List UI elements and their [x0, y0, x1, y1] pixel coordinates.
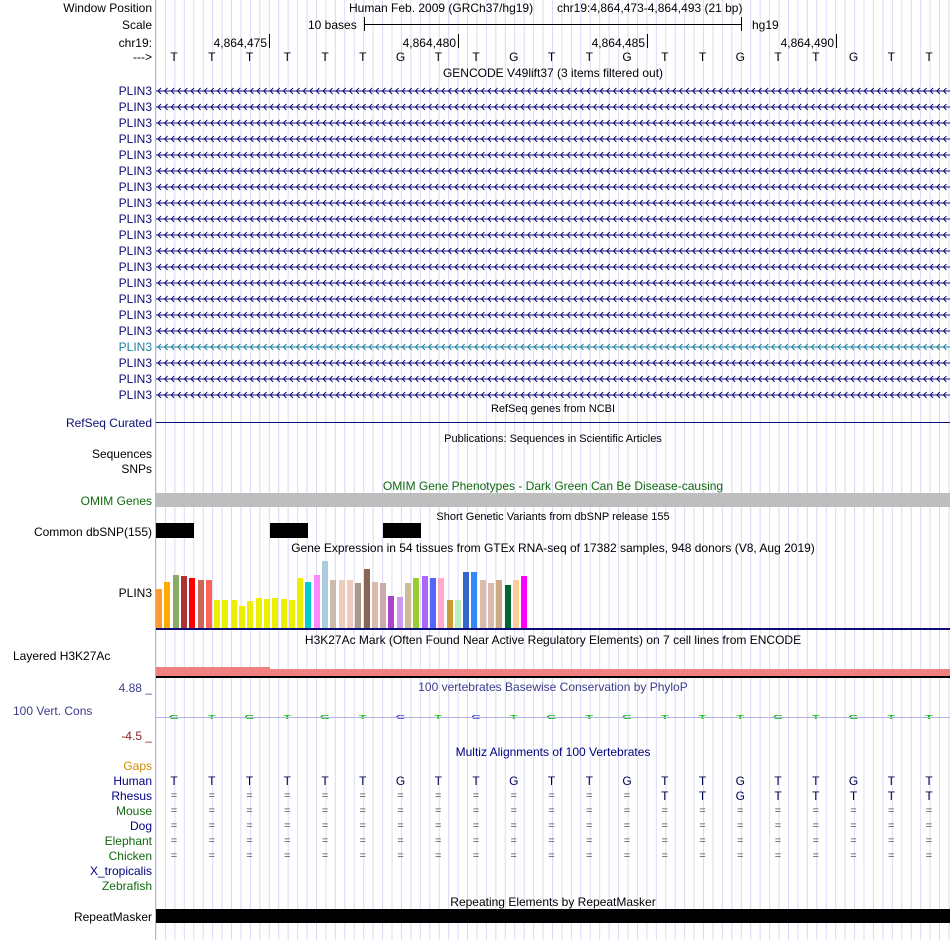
alignment-base-rhesus: =: [586, 790, 593, 802]
gtex-tissue-bar[interactable]: [156, 589, 162, 628]
omim-label[interactable]: OMIM Genes: [80, 494, 152, 508]
h3k27ac-signal[interactable]: [156, 669, 950, 676]
alignment-base-rhesus: =: [321, 790, 329, 802]
alignment-base-mouse: =: [623, 805, 631, 817]
gtex-tissue-bar[interactable]: [388, 596, 394, 628]
alignment-base-chicken: =: [284, 850, 291, 862]
gtex-tissue-bar[interactable]: [297, 578, 303, 628]
gtex-tissue-bar[interactable]: [347, 580, 353, 628]
gtex-tissue-bar[interactable]: [413, 578, 419, 628]
gtex-baseline: [156, 628, 950, 630]
alignment-base-elephant: =: [623, 835, 631, 847]
gtex-tissue-bar[interactable]: [488, 583, 494, 628]
gtex-tissue-bar[interactable]: [256, 598, 262, 628]
gencode-transcript: [156, 328, 950, 334]
gencode-transcript: [156, 296, 950, 302]
strand-label: --->: [133, 50, 152, 64]
alignment-base-dog: =: [246, 820, 253, 832]
alignment-base-dog: =: [737, 820, 744, 832]
gtex-bar-chart[interactable]: [156, 556, 950, 628]
dbsnp-title: Short Genetic Variants from dbSNP release 155: [436, 511, 670, 523]
gtex-tissue-bar[interactable]: [505, 585, 511, 628]
conservation-ymax: 4.88 _: [118, 681, 152, 695]
alignment-base-chicken: =: [925, 850, 933, 862]
reference-base: T: [547, 50, 556, 64]
gencode-transcript: [156, 248, 950, 254]
alignment-base-chicken: =: [812, 850, 819, 862]
reference-base: T: [661, 50, 669, 64]
alignment-base-chicken: =: [435, 850, 442, 862]
position-text: chr19:4,864,473-4,864,493 (21 bp): [557, 1, 743, 15]
reference-base: T: [283, 50, 291, 64]
gtex-tissue-bar[interactable]: [239, 606, 245, 628]
alignment-base-dog: =: [510, 820, 517, 832]
alignment-base-mouse: =: [321, 805, 329, 817]
alignment-base-human: G: [622, 774, 632, 788]
gtex-tissue-bar[interactable]: [463, 572, 469, 628]
alignment-base-human: T: [925, 774, 933, 788]
species-label[interactable]: Rhesus: [111, 789, 152, 803]
scale-db: hg19: [752, 18, 779, 32]
gtex-tissue-bar[interactable]: [289, 600, 295, 628]
alignment-base-rhesus: =: [472, 790, 480, 802]
track-labels-column: [0, 0, 155, 940]
alignment-base-chicken: =: [472, 850, 480, 862]
gencode-row-label[interactable]: PLIN3: [118, 324, 152, 338]
alignment-base-chicken: =: [321, 850, 329, 862]
refseq-title: RefSeq genes from NCBI: [490, 403, 616, 415]
alignment-base-human: T: [472, 774, 480, 788]
publications-title: Publications: Sequences in Scientific Articles: [444, 433, 662, 445]
h3k27ac-baseline: [156, 676, 950, 678]
alignment-base-mouse: =: [925, 805, 933, 817]
alignment-base-human: T: [774, 774, 782, 788]
alignment-base-elephant: =: [321, 835, 329, 847]
reference-base: T: [321, 50, 329, 64]
alignment-base-human: T: [359, 774, 367, 788]
gencode-transcript: [156, 136, 950, 142]
dbsnp-variant[interactable]: [383, 523, 421, 538]
alignment-base-mouse: =: [472, 805, 480, 817]
alignment-base-chicken: =: [246, 850, 253, 862]
alignment-base-rhesus: =: [510, 790, 517, 802]
gencode-row-label[interactable]: PLIN3: [118, 308, 152, 322]
alignment-base-elephant: =: [170, 835, 178, 847]
gtex-tissue-bar[interactable]: [521, 576, 527, 628]
alignment-base-human: T: [585, 774, 593, 788]
reference-base: G: [622, 50, 632, 64]
alignment-base-elephant: =: [435, 835, 442, 847]
alignment-base-human: G: [509, 774, 519, 788]
conservation-title: 100 vertebrates Basewise Conservation by PhyloP: [418, 680, 688, 694]
gtex-tissue-bar[interactable]: [339, 580, 345, 628]
alignment-base-chicken: =: [774, 850, 782, 862]
ruler-tick-mark: [647, 34, 648, 48]
gtex-tissue-bar[interactable]: [181, 576, 187, 628]
alignment-base-dog: =: [699, 820, 706, 832]
alignment-base-mouse: =: [812, 805, 819, 817]
alignment-base-human: T: [434, 774, 442, 788]
gtex-label[interactable]: PLIN3: [118, 586, 152, 600]
gencode-transcript: [156, 168, 950, 174]
gencode-transcript: [156, 200, 950, 206]
alignment-base-mouse: =: [888, 805, 895, 817]
alignment-base-chicken: =: [208, 850, 215, 862]
alignment-base-human: G: [395, 774, 406, 788]
gencode-transcript: [156, 392, 950, 398]
alignment-base-chicken: =: [661, 850, 668, 862]
gencode-row-label[interactable]: PLIN3: [118, 164, 152, 178]
gtex-tissue-bar[interactable]: [430, 578, 436, 628]
species-label[interactable]: Human: [113, 774, 152, 788]
gencode-transcript: [156, 264, 950, 270]
reference-base: G: [735, 50, 745, 64]
alignment-base-mouse: =: [661, 805, 668, 817]
scale-bar-right-cap: [741, 17, 742, 31]
species-label[interactable]: Zebrafish: [101, 879, 152, 893]
alignment-base-dog: =: [548, 820, 555, 832]
gencode-row-label[interactable]: PLIN3: [118, 100, 152, 114]
gtex-tissue-bar[interactable]: [214, 600, 220, 628]
ruler-tick-label: 4,864,475: [213, 36, 267, 50]
gencode-transcript: [156, 104, 950, 110]
gencode-transcript: [156, 344, 950, 350]
h3k27ac-label[interactable]: Layered H3K27Ac: [13, 649, 111, 663]
chrom-label: chr19:: [118, 36, 152, 50]
gtex-tissue-bar[interactable]: [496, 580, 502, 628]
alignment-base-mouse: =: [548, 805, 555, 817]
gtex-tissue-bar[interactable]: [198, 580, 204, 628]
alignment-base-elephant: =: [397, 835, 404, 847]
ruler-tick-label: 4,864,480: [402, 36, 456, 50]
alignment-base-human: T: [698, 774, 707, 788]
alignment-base-rhesus: T: [925, 789, 933, 803]
gtex-tissue-bar[interactable]: [247, 601, 253, 628]
reference-base: G: [395, 50, 406, 64]
ruler-tick-mark: [269, 34, 270, 48]
alignment-base-human: G: [848, 774, 859, 788]
alignment-base-mouse: =: [510, 805, 517, 817]
alignment-base-human: T: [245, 774, 254, 788]
repeatmasker-title: Repeating Elements by RepeatMasker: [450, 895, 656, 909]
gencode-transcript: [156, 216, 950, 222]
gtex-tissue-bar[interactable]: [314, 575, 320, 628]
conservation-ymin: -4.5 _: [121, 729, 152, 743]
reference-base: T: [925, 50, 933, 64]
dbsnp-variant[interactable]: [270, 523, 308, 538]
alignment-base-dog: =: [661, 820, 668, 832]
gtex-tissue-bar[interactable]: [189, 578, 195, 628]
alignment-base-mouse: =: [359, 805, 366, 817]
ruler-tick-mark: [458, 34, 459, 48]
gencode-row-label[interactable]: PLIN3: [118, 356, 152, 370]
gtex-tissue-bar[interactable]: [272, 598, 278, 628]
gencode-row-label[interactable]: PLIN3: [118, 196, 152, 210]
gencode-transcript: [156, 152, 950, 158]
alignment-base-elephant: =: [510, 835, 517, 847]
alignment-base-dog: =: [888, 820, 895, 832]
gencode-row-label[interactable]: PLIN3: [118, 292, 152, 306]
alignment-base-dog: =: [774, 820, 782, 832]
gencode-row-label[interactable]: PLIN3: [118, 212, 152, 226]
alignment-base-dog: =: [397, 820, 404, 832]
alignment-base-rhesus: T: [849, 789, 858, 803]
gencode-row-label[interactable]: PLIN3: [118, 340, 152, 354]
alignment-base-mouse: =: [284, 805, 291, 817]
reference-base: T: [698, 50, 707, 64]
alignment-base-rhesus: G: [735, 789, 745, 803]
alignment-base-elephant: =: [812, 835, 819, 847]
alignment-base-chicken: =: [548, 850, 555, 862]
alignment-base-rhesus: =: [170, 790, 178, 802]
species-label[interactable]: Elephant: [104, 834, 152, 848]
alignment-base-mouse: =: [850, 805, 857, 817]
alignment-base-human: T: [547, 774, 556, 788]
alignment-base-human: T: [283, 774, 291, 788]
gencode-row-label[interactable]: PLIN3: [118, 260, 152, 274]
gencode-row-label[interactable]: PLIN3: [118, 132, 152, 146]
gtex-tissue-bar[interactable]: [447, 600, 453, 628]
gtex-tissue-bar[interactable]: [330, 580, 336, 628]
alignment-base-rhesus: =: [623, 790, 631, 802]
alignment-base-dog: =: [925, 820, 933, 832]
alignment-base-elephant: =: [284, 835, 291, 847]
species-label[interactable]: Chicken: [108, 849, 152, 863]
alignment-base-dog: =: [435, 820, 442, 832]
alignment-base-mouse: =: [397, 805, 404, 817]
repeatmasker-label[interactable]: RepeatMasker: [73, 910, 152, 924]
gencode-row-label[interactable]: PLIN3: [118, 228, 152, 242]
gtex-tissue-bar[interactable]: [438, 578, 444, 628]
reference-base: T: [812, 50, 820, 64]
reference-base: T: [434, 50, 442, 64]
alignment-base-dog: =: [208, 820, 215, 832]
alignment-base-human: G: [735, 774, 745, 788]
alignment-base-dog: =: [359, 820, 366, 832]
alignment-base-chicken: =: [623, 850, 631, 862]
gencode-title: GENCODE V49lift37 (3 items filtered out): [442, 66, 664, 80]
scale-text: 10 bases: [308, 18, 357, 32]
refseq-gene-line[interactable]: [156, 422, 950, 423]
alignment-base-elephant: =: [208, 835, 215, 847]
alignment-base-dog: =: [284, 820, 291, 832]
gtex-tissue-bar[interactable]: [480, 580, 486, 628]
alignment-base-human: T: [661, 774, 669, 788]
alignment-base-chicken: =: [586, 850, 593, 862]
sequences-label[interactable]: Sequences: [91, 447, 152, 461]
alignment-base-elephant: =: [548, 835, 555, 847]
alignment-base-elephant: =: [925, 835, 933, 847]
gtex-tissue-bar[interactable]: [422, 576, 428, 628]
alignment-base-mouse: =: [699, 805, 706, 817]
gencode-transcript: [156, 88, 950, 94]
alignment-base-mouse: =: [170, 805, 178, 817]
gencode-row-label[interactable]: PLIN3: [118, 276, 152, 290]
gencode-row-label[interactable]: PLIN3: [118, 180, 152, 194]
dbsnp-label[interactable]: Common dbSNP(155): [33, 525, 152, 539]
species-label[interactable]: Mouse: [115, 804, 152, 818]
alignment-base-chicken: =: [888, 850, 895, 862]
gtex-tissue-bar[interactable]: [397, 597, 403, 628]
alignment-base-rhesus: =: [397, 790, 404, 802]
alignment-base-elephant: =: [850, 835, 857, 847]
gtex-tissue-bar[interactable]: [405, 583, 411, 628]
dbsnp-variant[interactable]: [156, 523, 194, 538]
alignment-base-chicken: =: [737, 850, 744, 862]
snps-label[interactable]: SNPs: [121, 462, 152, 476]
gtex-tissue-bar[interactable]: [380, 583, 386, 628]
assembly-text: Human Feb. 2009 (GRCh37/hg19): [349, 1, 534, 15]
species-label[interactable]: X_tropicalis: [89, 864, 152, 878]
alignment-base-elephant: =: [699, 835, 706, 847]
gtex-tissue-bar[interactable]: [372, 582, 378, 628]
alignment-base-chicken: =: [510, 850, 517, 862]
gencode-track[interactable]: [156, 80, 950, 400]
gencode-transcript: [156, 184, 950, 190]
alignment-base-human: T: [887, 774, 895, 788]
alignment-base-chicken: =: [699, 850, 706, 862]
gtex-tissue-bar[interactable]: [322, 561, 328, 628]
reference-base: G: [509, 50, 519, 64]
gencode-row-label[interactable]: PLIN3: [118, 148, 152, 162]
alignment-base-elephant: =: [774, 835, 782, 847]
alignment-base-rhesus: T: [887, 789, 895, 803]
gencode-transcript: [156, 280, 950, 286]
conservation-zero-line: [156, 717, 950, 718]
alignment-base-rhesus: T: [774, 789, 782, 803]
gtex-tissue-bar[interactable]: [364, 569, 370, 628]
repeatmasker-bar[interactable]: [156, 909, 950, 923]
alignment-base-mouse: =: [208, 805, 215, 817]
ruler-tick-label: 4,864,485: [591, 36, 645, 50]
scale-bar-left-cap: [364, 17, 365, 31]
alignment-base-elephant: =: [359, 835, 366, 847]
omim-title: OMIM Gene Phenotypes - Dark Green Can Be Disease-causing: [382, 479, 724, 493]
refseq-label[interactable]: RefSeq Curated: [65, 416, 152, 430]
conservation-label[interactable]: 100 Vert. Cons: [13, 704, 93, 718]
gencode-row-label[interactable]: PLIN3: [118, 244, 152, 258]
gtex-tissue-bar[interactable]: [455, 600, 461, 628]
alignment-base-rhesus: T: [812, 789, 820, 803]
reference-base: T: [208, 50, 216, 64]
gtex-tissue-bar[interactable]: [231, 600, 237, 628]
alignment-base-mouse: =: [586, 805, 593, 817]
gencode-transcript: [156, 232, 950, 238]
gencode-transcript: [156, 312, 950, 318]
scale-bar: [364, 24, 742, 25]
reference-base: T: [359, 50, 367, 64]
gtex-tissue-bar[interactable]: [513, 580, 519, 628]
scale-label: Scale: [121, 18, 152, 32]
alignment-base-rhesus: =: [208, 790, 215, 802]
h3k27ac-title: H3K27Ac Mark (Often Found Near Active Regulatory Elements) on 7 cell lines from ENCODE: [304, 633, 802, 647]
gencode-row-label[interactable]: PLIN3: [118, 84, 152, 98]
alignment-base-rhesus: T: [698, 789, 707, 803]
reference-base: T: [774, 50, 782, 64]
alignment-base-elephant: =: [661, 835, 668, 847]
gtex-tissue-bar[interactable]: [222, 600, 228, 628]
alignment-base-rhesus: =: [435, 790, 442, 802]
gtex-tissue-bar[interactable]: [164, 582, 170, 628]
alignment-base-human: T: [321, 774, 329, 788]
reference-base: T: [887, 50, 895, 64]
alignment-base-elephant: =: [586, 835, 593, 847]
alignment-base-chicken: =: [170, 850, 178, 862]
gtex-tissue-bar[interactable]: [264, 599, 270, 628]
gtex-title: Gene Expression in 54 tissues from GTEx RNA-seq of 17382 samples, 948 donors (V8, Aug 2019): [291, 541, 815, 555]
alignment-base-human: T: [170, 774, 178, 788]
gencode-transcript: [156, 360, 950, 366]
gencode-transcript: [156, 376, 950, 382]
omim-bar[interactable]: [156, 493, 950, 507]
gencode-transcript: [156, 120, 950, 126]
reference-base: T: [585, 50, 593, 64]
alignment-base-mouse: =: [246, 805, 253, 817]
alignment-base-dog: =: [586, 820, 593, 832]
ruler-tick-label: 4,864,490: [780, 36, 834, 50]
reference-base: G: [848, 50, 859, 64]
alignment-base-chicken: =: [359, 850, 366, 862]
window-position-label: Window Position: [63, 1, 152, 15]
alignment-base-dog: =: [321, 820, 329, 832]
gencode-row-label[interactable]: PLIN3: [118, 372, 152, 386]
alignment-base-elephant: =: [246, 835, 253, 847]
gtex-tissue-bar[interactable]: [281, 599, 287, 628]
alignment-base-rhesus: T: [661, 789, 669, 803]
alignment-base-elephant: =: [472, 835, 480, 847]
reference-base: T: [472, 50, 480, 64]
multiz-title: Multiz Alignments of 100 Vertebrates: [455, 745, 651, 759]
ruler-tick-mark: [836, 34, 837, 48]
gencode-row-label[interactable]: PLIN3: [118, 388, 152, 402]
alignment-base-rhesus: =: [548, 790, 555, 802]
alignment-base-human: T: [208, 774, 216, 788]
species-label[interactable]: Dog: [129, 819, 152, 833]
alignment-base-dog: =: [170, 820, 178, 832]
alignment-base-dog: =: [812, 820, 819, 832]
alignment-base-mouse: =: [737, 805, 744, 817]
alignment-base-dog: =: [623, 820, 631, 832]
reference-base: T: [170, 50, 178, 64]
gtex-tissue-bar[interactable]: [471, 572, 477, 628]
gtex-tissue-bar[interactable]: [305, 582, 311, 628]
alignment-base-dog: =: [472, 820, 480, 832]
alignment-base-rhesus: =: [359, 790, 366, 802]
alignment-base-dog: =: [850, 820, 857, 832]
data-panel: [156, 0, 950, 940]
alignment-base-elephant: =: [737, 835, 744, 847]
h3k27ac-signal-peak: [156, 667, 270, 669]
gtex-tissue-bar[interactable]: [355, 583, 361, 628]
alignment-base-chicken: =: [397, 850, 404, 862]
alignment-base-chicken: =: [850, 850, 857, 862]
gencode-row-label[interactable]: PLIN3: [118, 116, 152, 130]
gtex-tissue-bar[interactable]: [173, 575, 179, 628]
alignment-base-rhesus: =: [284, 790, 291, 802]
alignment-base-human: T: [812, 774, 820, 788]
alignment-base-mouse: =: [435, 805, 442, 817]
gaps-label: Gaps: [123, 759, 152, 773]
alignment-base-rhesus: =: [246, 790, 253, 802]
alignment-base-mouse: =: [774, 805, 782, 817]
gtex-tissue-bar[interactable]: [206, 580, 212, 628]
reference-base: T: [245, 50, 254, 64]
alignment-base-elephant: =: [888, 835, 895, 847]
